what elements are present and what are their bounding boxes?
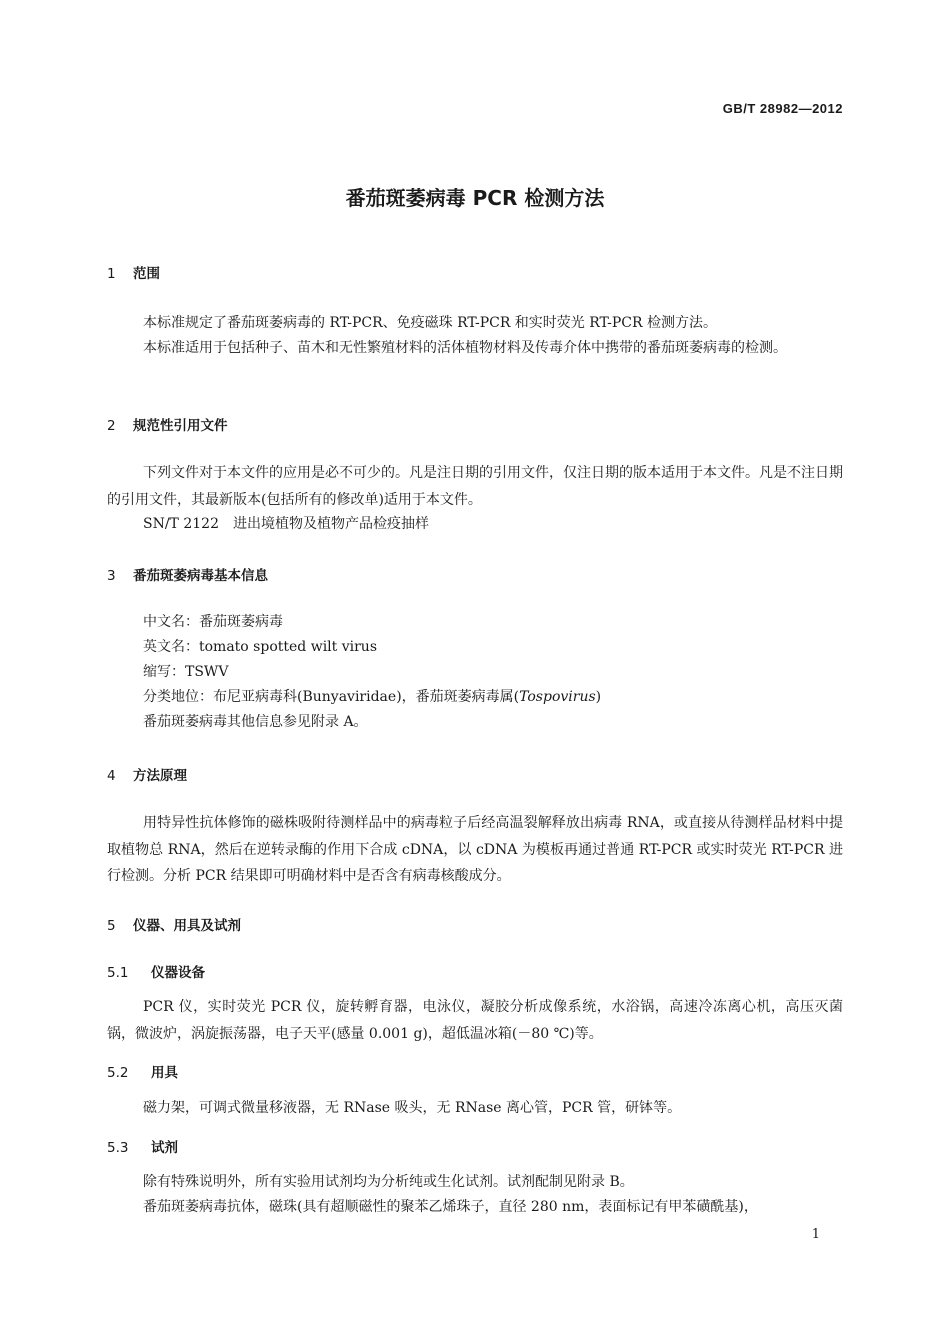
section-2-heading — [107, 414, 228, 434]
section-number: 1 — [107, 266, 116, 282]
section-5-heading — [107, 914, 241, 934]
section-3-heading — [107, 564, 268, 584]
section-title: 方法原理 — [133, 768, 187, 784]
section-5-3-heading — [107, 1136, 178, 1156]
paragraph: 用特异性抗体修饰的磁株吸附待测样品中的病毒粒子后经高温裂解释放出病毒 RNA，或直接从待测样品材料中提取植物总 RNA，然后在逆转录酶的作用下合成 cDNA，以 cDNA 为模板再通过普通 RT-PCR 或实时荧光 RT-PCR 进行检测。分析 PCR 结果即可明确材料中是否含有病毒核酸成分。 — [107, 815, 843, 884]
section-number: 5.1 — [107, 965, 129, 981]
section-title: 仪器、用具及试剂 — [133, 918, 241, 934]
section-5-2-heading — [107, 1061, 178, 1081]
section-title: 番茄斑萎病毒基本信息 — [133, 568, 268, 584]
paragraph: PCR 仪，实时荧光 PCR 仪，旋转孵育器，电泳仪，凝胶分析成像系统，水浴锅，高速冷冻离心机，高压灭菌锅，微波炉，涡旋振荡器，电子天平(感量 0.001 g)，超低温冰箱(－80 ℃)等。 — [107, 999, 843, 1042]
section-number: 5.2 — [107, 1065, 129, 1081]
standard-number: GB/T 28982—2012 — [722, 101, 843, 116]
paragraph: 磁力架，可调式微量移液器，无 RNase 吸头，无 RNase 离心管，PCR 管，研钵等。 — [143, 1100, 682, 1116]
genus-name: Tospovirus — [519, 689, 596, 705]
paragraph: 番茄斑萎病毒抗体，磁珠(具有超顺磁性的聚苯乙烯珠子，直径 280 nm，表面标记有甲苯磺酰基)， — [143, 1199, 758, 1215]
taxonomy — [143, 685, 601, 709]
abbreviation: 缩写：TSWV — [143, 664, 229, 680]
section-title: 范围 — [133, 266, 160, 282]
chinese-name: 中文名：番茄斑萎病毒 — [143, 614, 283, 630]
section-number: 4 — [107, 768, 116, 784]
section-title: 试剂 — [151, 1140, 178, 1156]
english-name: 英文名：tomato spotted wilt virus — [143, 639, 378, 655]
section-number: 5 — [107, 918, 116, 934]
normative-reference: SN/T 2122 进出境植物及植物产品检疫抽样 — [143, 516, 429, 532]
section-number: 5.3 — [107, 1140, 129, 1156]
other-info: 番茄斑萎病毒其他信息参见附录 A。 — [143, 714, 368, 730]
section-5-1-heading — [107, 961, 205, 981]
document-title: 番茄斑萎病毒 PCR 检测方法 — [345, 186, 605, 210]
section-number: 3 — [107, 568, 116, 584]
taxonomy-suffix: ) — [595, 689, 602, 705]
section-1-heading — [107, 262, 160, 282]
paragraph: 本标准适用于包括种子、苗木和无性繁殖材料的活体植物材料及传毒介体中携带的番茄斑萎病毒的检测。 — [143, 340, 787, 356]
page-number: 1 — [811, 1227, 820, 1242]
paragraph: 除有特殊说明外，所有实验用试剂均为分析纯或生化试剂。试剂配制见附录 B。 — [143, 1174, 634, 1190]
paragraph: 本标准规定了番茄斑萎病毒的 RT-PCR、免疫磁珠 RT-PCR 和实时荧光 RT-PCR 检测方法。 — [143, 315, 717, 331]
section-title: 规范性引用文件 — [133, 418, 228, 434]
paragraph: 下列文件对于本文件的应用是必不可少的。凡是注日期的引用文件，仅注日期的版本适用于本文件。凡是不注日期的引用文件，其最新版本(包括所有的修改单)适用于本文件。 — [107, 465, 843, 508]
taxonomy-prefix: 分类地位：布尼亚病毒科(Bunyaviridae)，番茄斑萎病毒属( — [143, 689, 520, 705]
section-title: 仪器设备 — [151, 965, 205, 981]
section-4-heading — [107, 764, 187, 784]
section-title: 用具 — [151, 1065, 178, 1081]
section-number: 2 — [107, 418, 116, 434]
